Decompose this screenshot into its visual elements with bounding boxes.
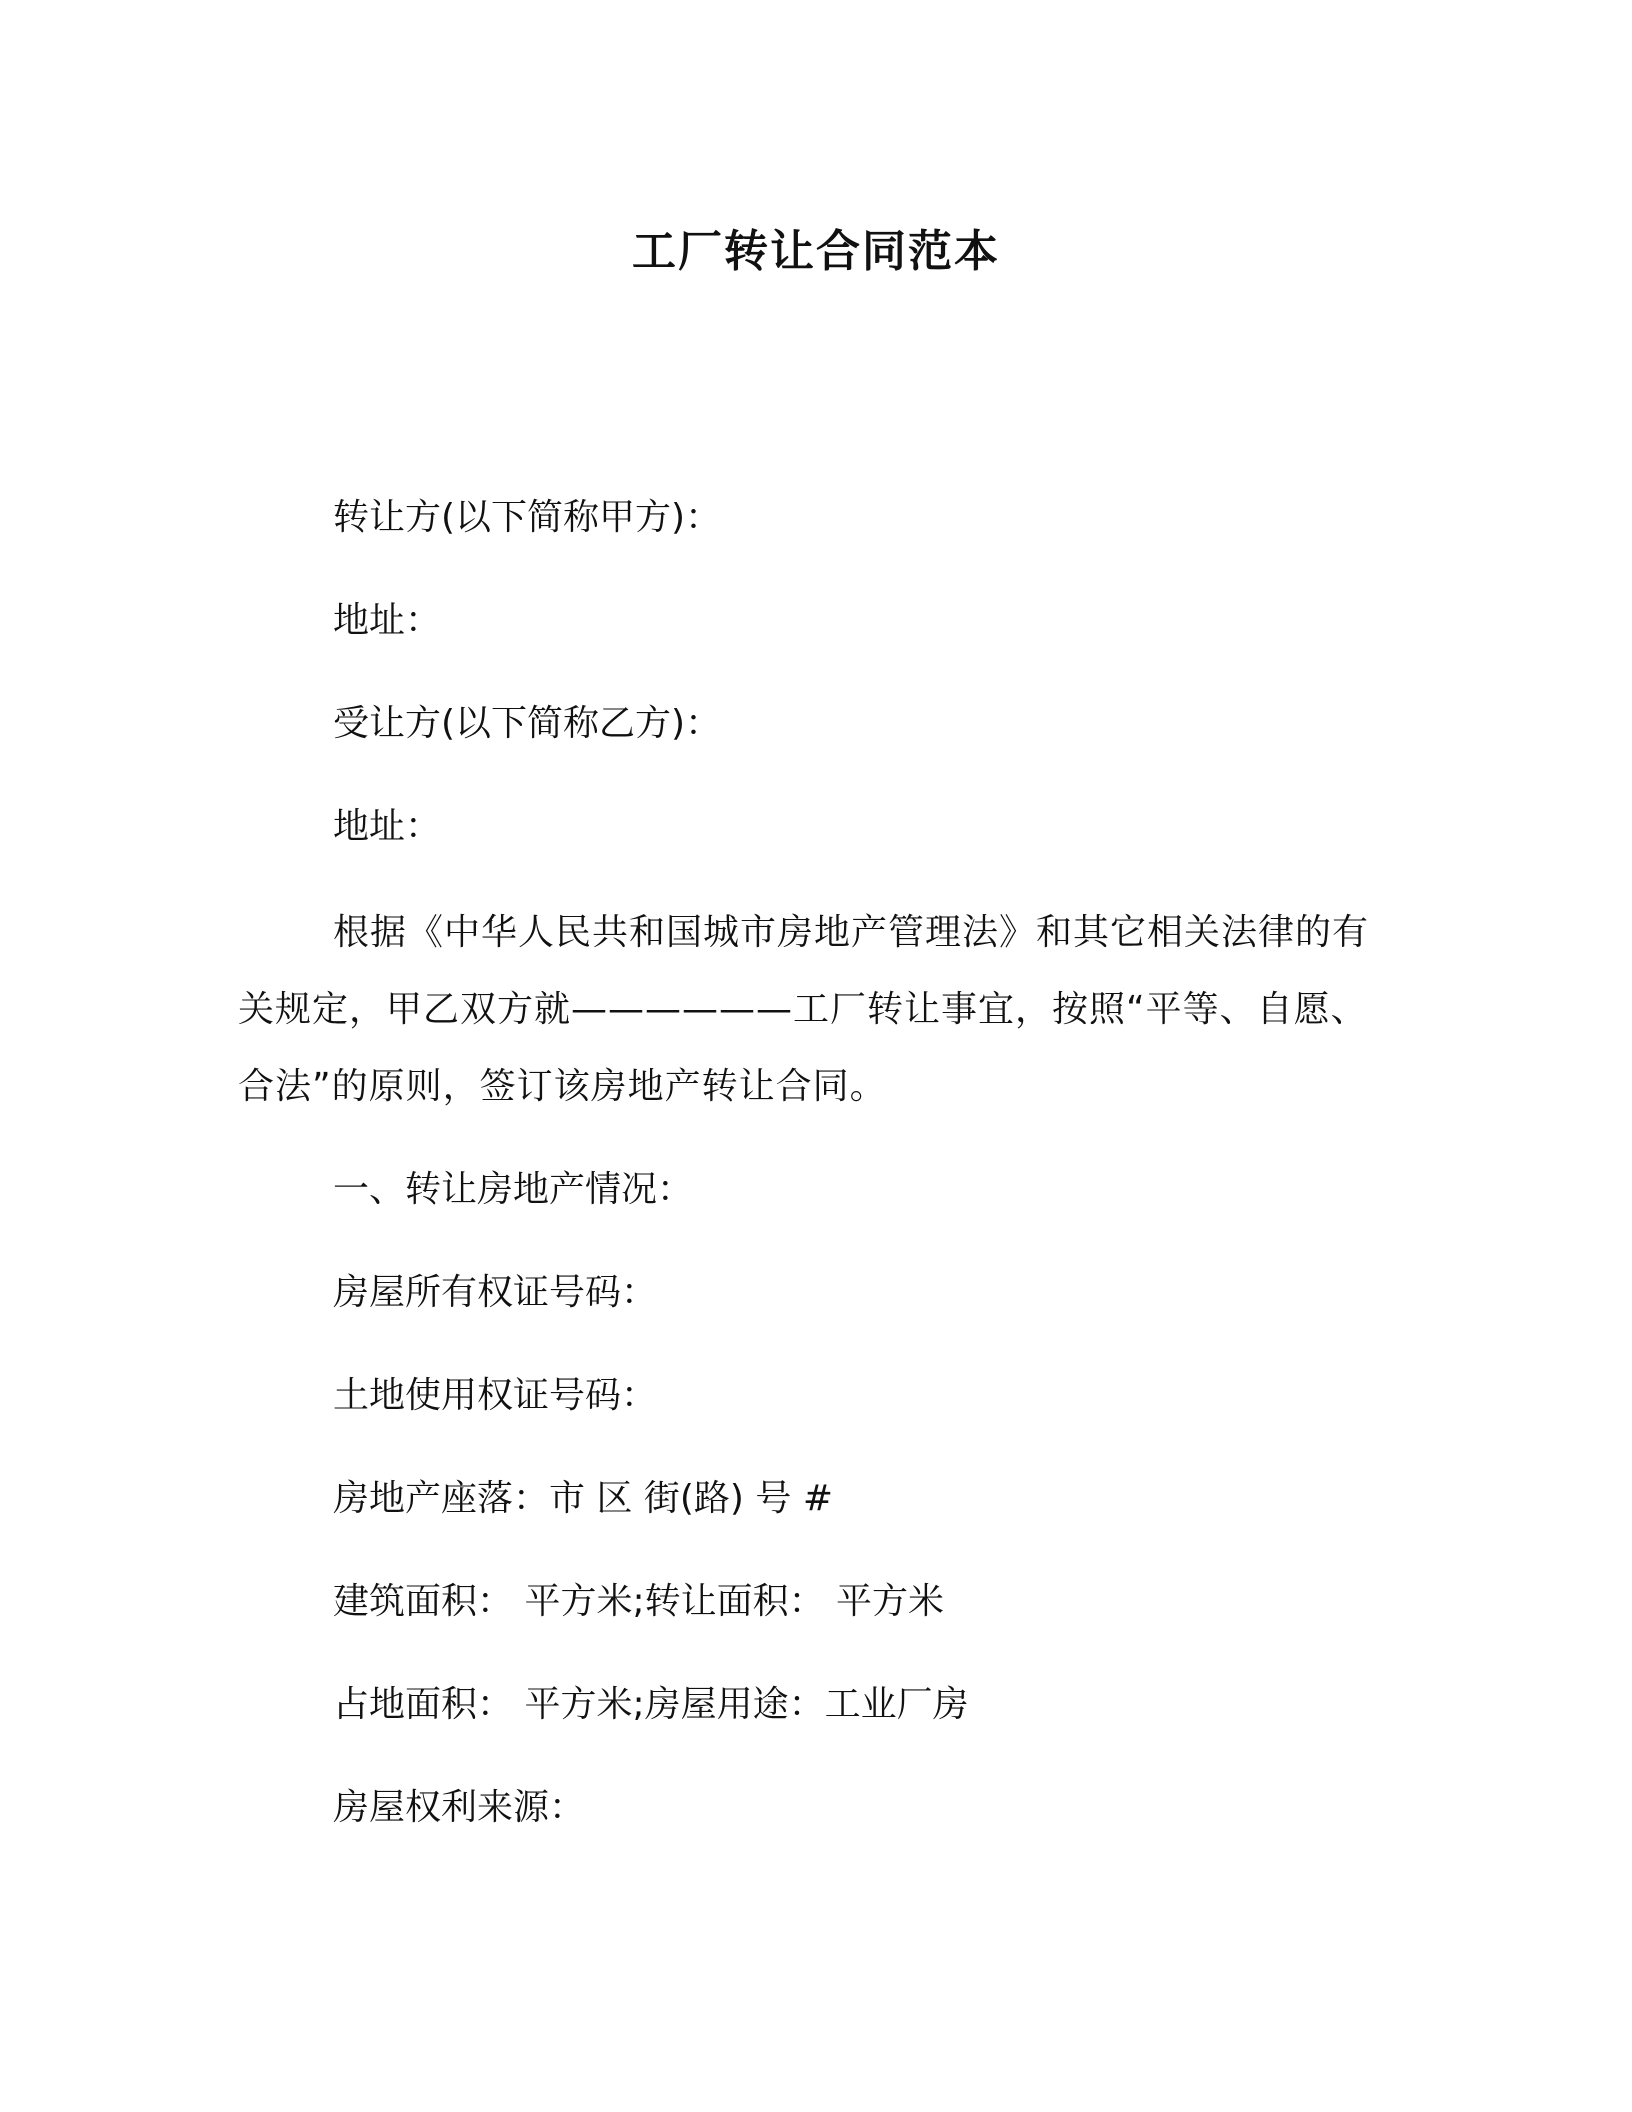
- land-cert-number-line: 土地使用权证号码：: [333, 1375, 658, 1416]
- transferor-line: 转让方(以下简称甲方)：: [333, 497, 722, 538]
- house-cert-number-line: 房屋所有权证号码：: [333, 1272, 658, 1313]
- rights-source-line: 房屋权利来源：: [333, 1787, 586, 1828]
- land-area-line: 占地面积： 平方米;房屋用途：工业厂房: [333, 1684, 969, 1725]
- transferee-line: 受让方(以下简称乙方)：: [333, 703, 722, 744]
- building-area-line: 建筑面积： 平方米;转让面积： 平方米: [333, 1581, 945, 1622]
- transferee-address-line: 地址：: [333, 806, 442, 847]
- transferor-address-line: 地址：: [333, 600, 442, 641]
- document-title: 工厂转让合同范本: [632, 226, 1000, 277]
- section-1-heading: 一、转让房地产情况：: [333, 1169, 694, 1210]
- preamble-paragraph: 根据《中华人民共和国城市房地产管理法》和其它相关法律的有关规定，甲乙双方就——————工厂转让事宜，按照“平等、自愿、合法”的原则，签订该房地产转让合同。: [238, 912, 1370, 1107]
- property-location-line: 房地产座落：市 区 街(路) 号 #: [333, 1478, 834, 1519]
